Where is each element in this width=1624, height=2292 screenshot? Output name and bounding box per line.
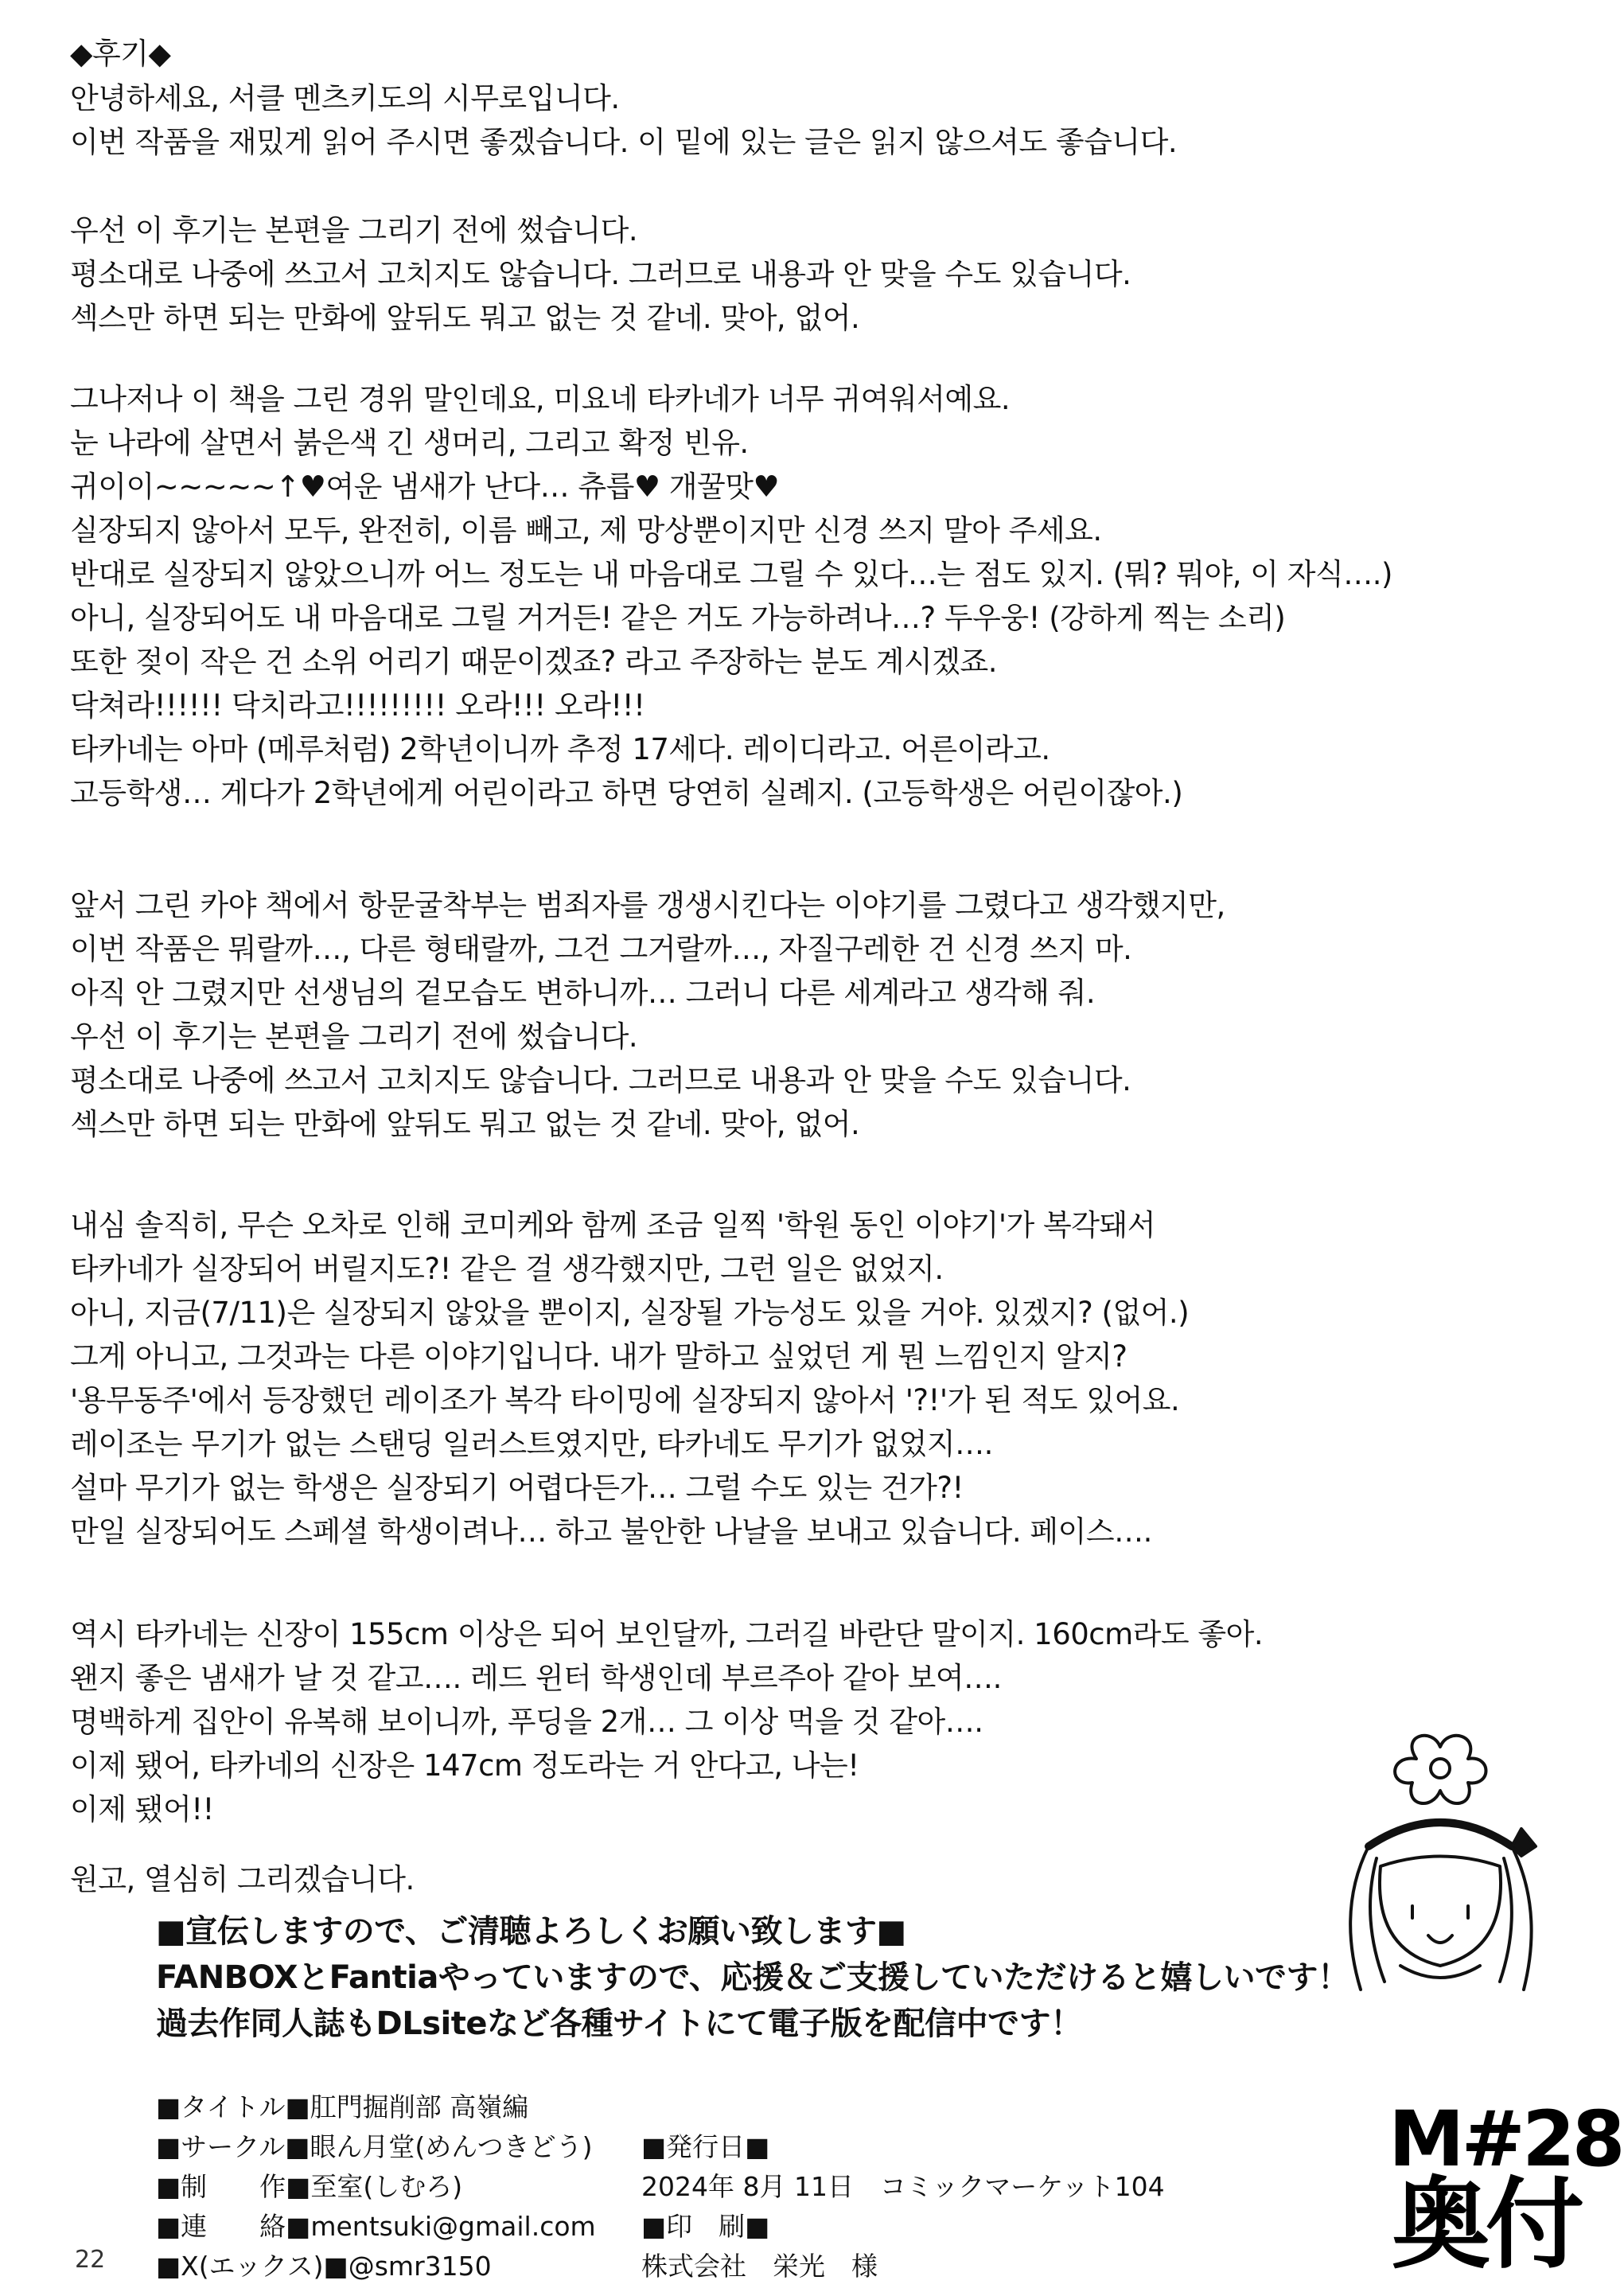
- paragraph-2: [70, 209, 1566, 340]
- text-line: 평소대로 나중에 쓰고서 고치지도 않습니다. 그러므로 내용과 안 맞을 수도 있습니다.: [70, 257, 1131, 291]
- promo-line: 過去作同人誌もDLsiteなど各種サイトにて電子版を配信中です！: [156, 2005, 1082, 2042]
- colophon-title-row: [156, 2091, 528, 2123]
- heading-text: ◆후기◆: [70, 37, 171, 71]
- paragraph-1: [70, 76, 1566, 164]
- text-line: 앞서 그린 카야 책에서 항문굴착부는 범죄자를 갱생시킨다는 이야기를 그렸다고 생각했지만,: [70, 888, 1225, 922]
- text-line: 이제 됐어, 타카네의 신장은 147cm 정도라는 거 안다고, 나는!: [70, 1748, 859, 1783]
- text-line: 내심 솔직히, 무슨 오차로 인해 코미케와 함께 조금 일찍 '학원 동인 이야기'가 복각돼서: [70, 1208, 1155, 1242]
- flower-ornament: [1395, 1736, 1486, 1803]
- print-value: 株式会社 栄光 様: [641, 2251, 878, 2282]
- text-line: '용무동주'에서 등장했던 레이조가 복각 타이밍에 실장되지 않아서 '?!'가 된 적도 있어요.: [70, 1383, 1180, 1417]
- colophon-circle-row: [156, 2131, 592, 2163]
- issue-label: ■発行日■: [641, 2131, 770, 2162]
- colophon-contact-row: [156, 2211, 596, 2243]
- text-line: 닥쳐라!!!!!! 닥치라고!!!!!!!!! 오라!!! 오라!!!: [70, 688, 645, 723]
- stamp-label: 奥付: [1392, 2168, 1580, 2282]
- text-line: 또한 젖이 작은 건 소위 어리기 때문이겠죠? 라고 주장하는 분도 계시겠죠.: [70, 645, 998, 679]
- colophon-issue-label-row: [641, 2131, 769, 2163]
- text-line: 이번 작품을 재밌게 읽어 주시면 좋겠습니다. 이 밑에 있는 글은 읽지 않으셔도 좋습니다.: [70, 125, 1178, 159]
- headband: [1369, 1822, 1512, 1846]
- author-label: ■制 作■: [156, 2171, 311, 2202]
- doodle-caption-1: TKN: [1470, 1886, 1539, 1930]
- issue-value: 2024年 8月 11日 コミックマーケット104: [641, 2171, 1165, 2202]
- text-line: 눈 나라에 살면서 붉은색 긴 생머리, 그리고 확정 빈유.: [70, 426, 749, 460]
- colophon-print-label-row: [641, 2211, 769, 2243]
- text-line: 원고, 열심히 그리겠습니다.: [70, 1862, 415, 1896]
- colophon-stamp: [1388, 2095, 1622, 2282]
- text-line: 설마 무기가 없는 학생은 실장되기 어렵다든가… 그럴 수도 있는 건가?!: [70, 1471, 964, 1505]
- circle-label: ■サークル■: [156, 2131, 310, 2162]
- text-line: 명백하게 집안이 유복해 보이니까, 푸딩을 2개… 그 이상 먹을 것 같아….: [70, 1705, 983, 1739]
- text-line: 우선 이 후기는 본편을 그리기 전에 썼습니다.: [70, 213, 638, 248]
- colophon-author-row: [156, 2171, 462, 2203]
- contact-value: mentsuki@gmail.com: [310, 2211, 596, 2242]
- x-label: ■X(エックス)■: [156, 2251, 349, 2282]
- title-label: ■タイトル■: [156, 2091, 310, 2122]
- paragraph-5: [70, 1203, 1566, 1553]
- text-line: 왠지 좋은 냄새가 날 것 같고…. 레드 윈터 학생인데 부르주아 같아 보여….: [70, 1661, 1002, 1695]
- print-label: ■印 刷■: [641, 2211, 770, 2242]
- doodle-caption-2: OHH: [1480, 1934, 1559, 1983]
- contact-label: ■連 絡■: [156, 2211, 311, 2242]
- face: [1380, 1857, 1501, 1967]
- x-value: @smr3150: [348, 2251, 492, 2282]
- text-line: 이제 됐어!!: [70, 1792, 214, 1826]
- text-line: 역시 타카네는 신장이 155cm 이상은 되어 보인달까, 그러길 바란단 말이지. 160cm라도 좋아.: [70, 1617, 1264, 1651]
- page-number: 22: [75, 2246, 106, 2274]
- text-line: 아니, 실장되어도 내 마음대로 그릴 거거든! 같은 거도 가능하려나…? 두우웅! (강하게 찍는 소리): [70, 601, 1286, 635]
- text-line: 반대로 실장되지 않았으니까 어느 정도는 내 마음대로 그릴 수 있다…는 점도 있지. (뭐? 뭐야, 이 자식….): [70, 557, 1392, 591]
- character-doodle: [1313, 1727, 1599, 2021]
- afterword-heading: [70, 32, 1566, 76]
- colophon-print-value-row: [641, 2251, 878, 2282]
- circle-value: 眼ん月堂(めんつきどう): [310, 2131, 593, 2162]
- text-line: 섹스만 하면 되는 만화에 앞뒤도 뭐고 없는 것 같네. 맞아, 없어.: [70, 1107, 860, 1141]
- paragraph-3: [70, 377, 1566, 815]
- text-line: 타카네는 아마 (메루처럼) 2학년이니까 추정 17세다. 레이디라고. 어른이라고.: [70, 732, 1050, 766]
- text-line: 섹스만 하면 되는 만화에 앞뒤도 뭐고 없는 것 같네. 맞아, 없어.: [70, 301, 860, 335]
- author-value: 至室(しむろ): [310, 2171, 463, 2202]
- text-line: 레이조는 무기가 없는 스탠딩 일러스트였지만, 타카네도 무기가 없었지….: [70, 1427, 993, 1461]
- stamp-code: M#28: [1388, 2095, 1622, 2184]
- text-line: 고등학생… 게다가 2학년에게 어린이라고 하면 당연히 실례지. (고등학생은 어린이잖아.): [70, 776, 1183, 810]
- text-line: 평소대로 나중에 쓰고서 고치지도 않습니다. 그러므로 내용과 안 맞을 수도 있습니다.: [70, 1063, 1131, 1097]
- text-line: 그나저나 이 책을 그린 경위 말인데요, 미요네 타카네가 너무 귀여워서예요.: [70, 382, 1011, 416]
- text-line: 우선 이 후기는 본편을 그리기 전에 썼습니다.: [70, 1019, 638, 1054]
- promo-line: ■宣伝しますので、ご清聴よろしくお願い致します■: [156, 1913, 906, 1950]
- text-line: 이번 작품은 뭐랄까…, 다른 형태랄까, 그건 그거랄까…, 자질구레한 건 신경 쓰지 마.: [70, 932, 1132, 966]
- paragraph-4: [70, 883, 1566, 1146]
- text-line: 타카네가 실장되어 버릴지도?! 같은 걸 생각했지만, 그런 일은 없었지.: [70, 1252, 944, 1286]
- title-value: 肛門掘削部 高嶺編: [310, 2091, 529, 2122]
- promo-line: FANBOXとFantiaやっていますので、応援＆ご支援していただけると嬉しいです！: [156, 1959, 1349, 1996]
- colophon-x-row: [156, 2251, 492, 2282]
- text-line: 아니, 지금(7/11)은 실장되지 않았을 뿐이지, 실장될 가능성도 있을 거야. 있겠지? (없어.): [70, 1296, 1190, 1330]
- text-line: 아직 안 그렸지만 선생님의 겉모습도 변하니까… 그러니 다른 세계라고 생각해 줘.: [70, 976, 1096, 1010]
- text-line: 안녕하세요, 서클 멘츠키도의 시무로입니다.: [70, 81, 620, 115]
- text-line: 실장되지 않아서 모두, 완전히, 이름 빼고, 제 망상뿐이지만 신경 쓰지 말아 주세요.: [70, 513, 1102, 548]
- colophon-issue-value-row: [641, 2171, 1165, 2203]
- text-line: 만일 실장되어도 스페셜 학생이려나… 하고 불안한 나날을 보내고 있습니다. 페이스….: [70, 1514, 1152, 1549]
- text-line: 귀이이~~~~~↑♥여운 냄새가 난다… 츄릅♥ 개꿀맛♥: [70, 470, 780, 504]
- text-line: 그게 아니고, 그것과는 다른 이야기입니다. 내가 말하고 싶었던 게 뭔 느낌인지 알지?: [70, 1339, 1127, 1374]
